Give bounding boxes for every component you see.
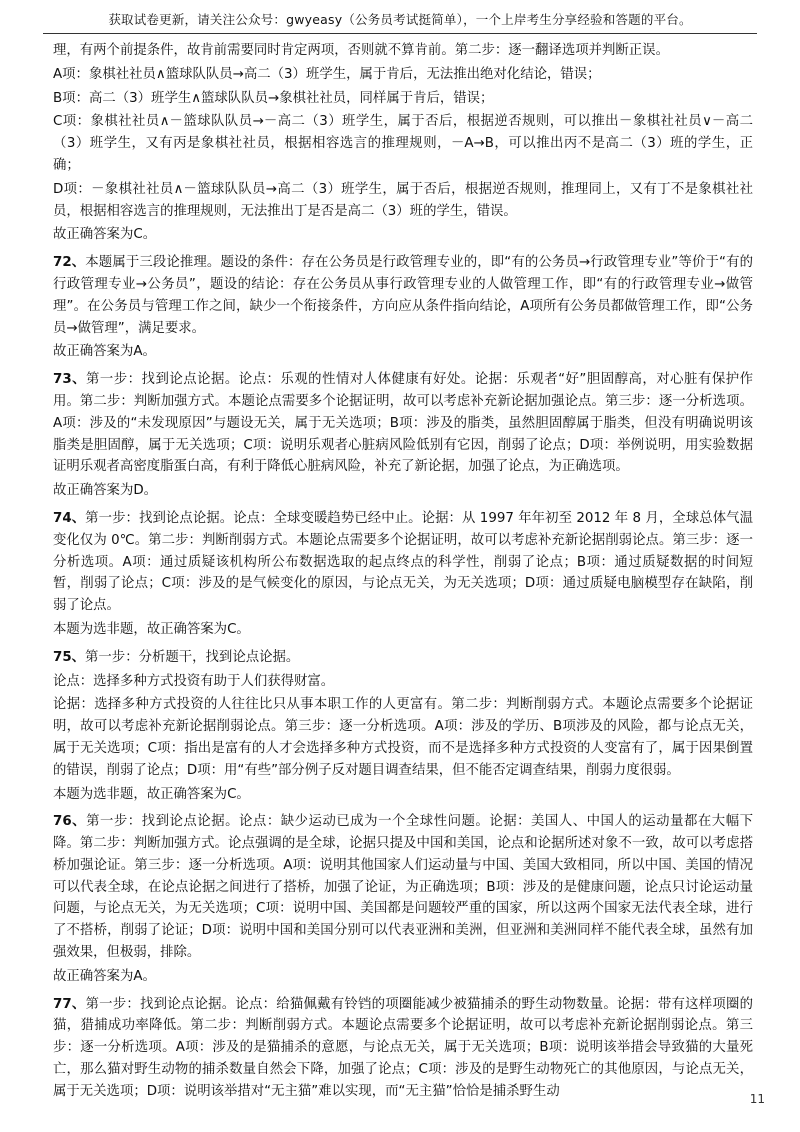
paragraph-text: 第一步：找到论点论据。论点：乐观的性情对人体健康有好处。论据：乐观者“好”胆固醇高，对心脏有保护作用。第二步：判断加强方式。本题论点需要多个论据证明，故可以考虑补充新论据加强论点。第三步：逐一分析选项。A项：涉及的“未发现原因”与题设无关，属于无关选项；B项：涉及的脂类，虽然胆固醇属于脂类，但没有明确说明该脂类是胆固醇，属于无关选项；C项：说明乐观者心脏病风险低别有它因，削弱了论点；D项：举例说明，用实验数据证明乐观者高密度脂蛋白高，有利于降低心脏病风险，补充了新论据，加强了论点，为正确选项。 (53, 372, 753, 475)
paragraph-text: 本题属于三段论推理。题设的条件：存在公务员是行政管理专业的，即“有的公务员→行政管理专业”等价于“有的行政管理专业→公务员”，题设的结论：存在公务员从事行政管理专业的人做管理工作，即“有的行政管理专业→做管理”。在公务员与管理工作之间，缺少一个衔接条件，方向应从条件指向结论，A项所有公务员都做管理工作，即“公务员→做管理”，满足要求。 (53, 255, 753, 336)
header-banner (0, 0, 800, 40)
explanation-paragraph (53, 179, 753, 223)
paragraph-text: 故正确答案为A。 (53, 968, 156, 984)
explanation-paragraph (53, 671, 753, 693)
answer-line (53, 480, 753, 502)
question-number: 76、 (53, 814, 87, 830)
document-body (53, 40, 753, 1105)
page-number: 11 (749, 1092, 765, 1106)
explanation-paragraph (53, 64, 753, 86)
paragraph-text: 本题为选非题，故正确答案为C。 (53, 786, 250, 802)
paragraph-text: 第一步：找到论点论据。论点：缺少运动已成为一个全球性问题。论据：美国人、中国人的运动量都在大幅下降。第二步：判断加强方式。论点强调的是全球，论据只提及中国和美国，论点和论据所述对象不一致，故可以考虑搭桥加强论证。第三步：逐一分析选项。A项：说明其他国家人们运动量与中国、美国大致相同，所以中国、美国的情况可以代表全球，在论点论据之间进行了搭桥，加强了论证，为正确选项；B项：涉及的是健康问题，论点只讨论运动量问题，与论点无关，为无关选项；C项：说明中国、美国都是问题较严重的国家，所以这两个国家无法代表全球，进行了不搭桥，削弱了论证；D项：说明中国和美国分别可以代表亚洲和美洲，但亚洲和美洲同样不能代表全球，虽然有加强效果，但极弱，排除。 (53, 814, 753, 961)
question-number: 73、 (53, 372, 87, 388)
paragraph-text: C项：象棋社社员∧－篮球队队员→－高二（3）班学生，属于否后，根据逆否规则，可以推出－象棋社社员∨－高二（3）班学生，又有丙是象棋社社员，根据相容选言的推理规则，－A→B，可以推出丙不是高二（3）班的学生，正确； (53, 114, 753, 173)
explanation-paragraph (53, 694, 753, 781)
answer-line (53, 966, 753, 988)
question-explanation (53, 369, 753, 478)
question-number: 74、 (53, 510, 86, 526)
explanation-paragraph (53, 111, 753, 176)
paragraph-text: 论据：选择多种方式投资的人往往比只从事本职工作的人更富有。第二步：判断削弱方式。本题论点需要多个论据证明，故可以考虑补充新论据削弱论点。第三步：逐一分析选项。A项：涉及的学历、B项涉及的风险，都与论点无关，属于无关选项；C项：指出是富有的人才会选择多种方式投资，而不是选择多种方式投资的人变富有了，属于因果倒置的错误，削弱了论点；D项：用“有些”部分例子反对题目调查结果，但不能否定调查结果，削弱力度很弱。 (53, 697, 753, 778)
question-explanation (53, 811, 753, 964)
header-rule (43, 33, 757, 34)
paragraph-text: 故正确答案为D。 (53, 483, 158, 499)
answer-line (53, 224, 753, 246)
paragraph-text: 故正确答案为A。 (53, 344, 156, 360)
explanation-paragraph (53, 88, 753, 110)
answer-line (53, 784, 753, 806)
paragraph-text: D项：－象棋社社员∧－篮球队队员→高二（3）班学生，属于否后，根据逆否规则，推理同上，又有丁不是象棋社社员，根据相容选言的推理规则，无法推出丁是否是高二（3）班的学生，错误。 (53, 181, 753, 219)
paragraph-text: 第一步：找到论点论据。论点：给猫佩戴有铃铛的项圈能减少被猫捕杀的野生动物数量。论据：带有这样项圈的猫，猎捕成功率降低。第二步：判断削弱方式。本题论点需要多个论据证明，故可以考虑补充新论据削弱论点。第三步：逐一分析选项。A项：涉及的是猫捕杀的意愿，与论点无关，属于无关选项；B项：说明该举措会导致猫的大量死亡，那么猫对野生动物的捕杀数量自然会下降，加强了论点；C项：涉及的是野生动物死亡的其他原因，与论点无关，属于无关选项；D项：说明该举措对“无主猫”难以实现，而“无主猫”恰恰是捕杀野生动 (53, 996, 753, 1099)
explanation-paragraph (53, 40, 753, 62)
question-explanation (53, 508, 753, 617)
question-number: 75、 (53, 649, 86, 665)
answer-line (53, 619, 753, 641)
paragraph-text: A项：象棋社社员∧篮球队队员→高二（3）班学生，属于肯后，无法推出绝对化结论，错误； (53, 66, 601, 82)
question-number: 72、 (53, 255, 86, 271)
question-number: 77、 (53, 996, 86, 1012)
paragraph-text: 故正确答案为C。 (53, 227, 157, 243)
paragraph-text: 本题为选非题，故正确答案为C。 (53, 621, 250, 637)
header-banner-text: 获取试卷更新，请关注公众号：gwyeasy（公务员考试挺简单），一个上岸考生分享经验和答题的平台。 (108, 12, 692, 27)
paragraph-text: B项：高二（3）班学生∧篮球队队员→象棋社社员，同样属于肯后，错误； (53, 90, 494, 106)
question-explanation (53, 994, 753, 1103)
question-explanation (53, 252, 753, 339)
paragraph-text: 论点：选择多种方式投资有助于人们获得财富。 (53, 673, 335, 689)
paragraph-text: 理，有两个前提条件，故肯前需要同时肯定两项，否则就不算肯前。第二步：逐一翻译选项并判断正误。 (53, 43, 669, 58)
answer-line (53, 341, 753, 363)
paragraph-text: 第一步：分析题干，找到论点论据。 (85, 649, 300, 665)
question-explanation (53, 647, 753, 669)
paragraph-text: 第一步：找到论点论据。论点：全球变暖趋势已经中止。论据：从 1997 年年初至 2012 年 8 月，全球总体气温变化仅为 0℃。第二步：判断削弱方式。本题论点需要多个论据证明，故可以考虑补充新论据削弱论点。第三步：逐一分析选项。A项：通过质疑该机构所公布数据选取的起点终点的科学性，削弱了论点；B项：通过质疑数据的时间短暂，削弱了论点；C项：涉及的是气候变化的原因，与论点无关，为无关选项；D项：通过质疑电脑模型存在缺陷，削弱了论点。 (53, 510, 753, 614)
